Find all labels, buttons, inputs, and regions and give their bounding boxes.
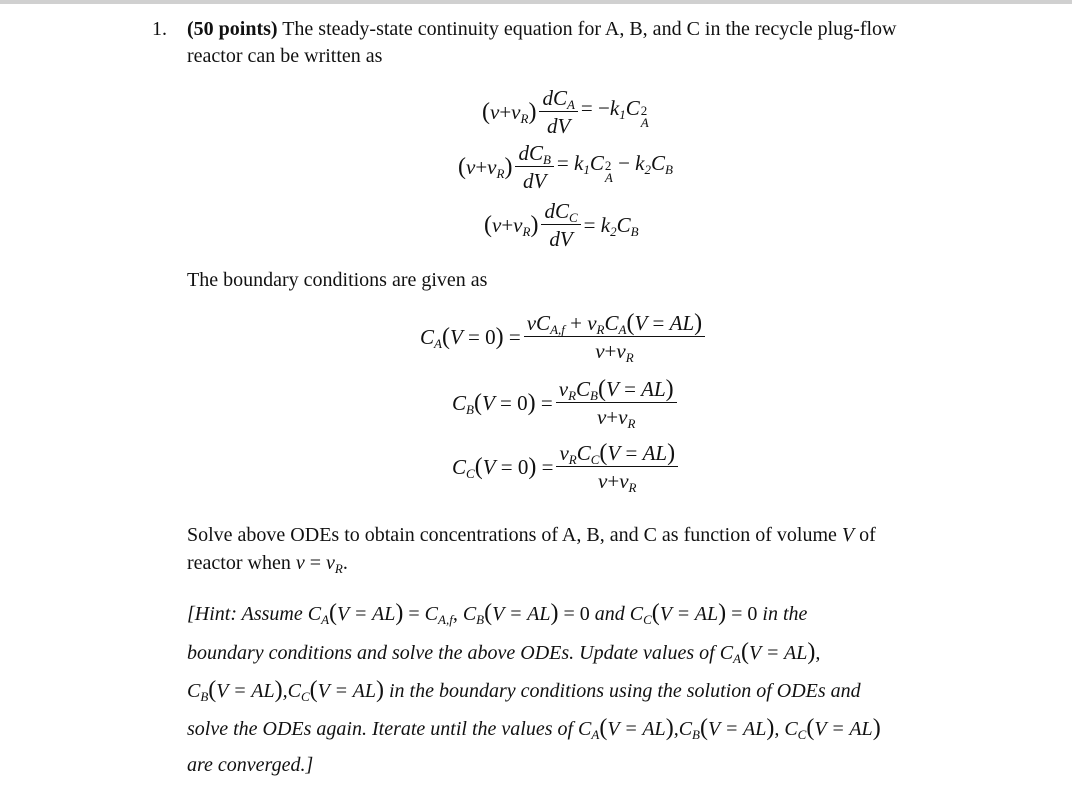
problem-number: 1. (152, 18, 167, 40)
boundary-heading: The boundary conditions are given as (187, 269, 488, 291)
hint-text-1: [Hint: Assume (187, 603, 308, 625)
bc-b-numerator: $v_RC_B(V = AL)$ (556, 377, 677, 403)
ode-b-rhs: = $k_1C$ 2 A − $k_2C_B$ (556, 150, 673, 185)
hint-text-4: solve the ODEs again. Iterate until the values of (187, 718, 579, 740)
hint-text-2: boundary conditions and solve the above ODEs. Update values of (187, 642, 720, 664)
ode-c-rhs: = $k_2C_B$ (583, 212, 639, 239)
ode-a-denominator: dV (547, 114, 571, 138)
bc-b-lhs: $C_B(V = 0)$ = (452, 389, 553, 417)
ode-c-numerator: $dC_C$ (541, 199, 580, 225)
task-text-2: reactor when (187, 552, 296, 574)
problem-points: (50 points) (187, 18, 278, 40)
hint-line5: are converged.] (187, 754, 314, 776)
task-text-2-end: . (342, 552, 348, 574)
hint-line4: solve the ODEs again. Iterate until the values of $C_A(V = AL),C_B(V = AL)$, $C_C(V = AL)$ (187, 715, 881, 742)
ode-c (484, 199, 639, 251)
hint-and: and (589, 603, 630, 625)
task-text-1: Solve above ODEs to obtain concentrations of A, B, and C as function of volume (187, 524, 842, 546)
bc-c-numerator: $v_RC_C(V = AL)$ (556, 441, 678, 467)
problem-intro-line2: reactor can be written as (187, 45, 383, 67)
top-rule (0, 0, 1072, 4)
ode-a-lhs: $(v+v_R)$ (482, 98, 537, 126)
hint-line3: $C_B(V = AL),C_C(V = AL)$ in the boundary conditions using the solution of ODEs and (187, 677, 861, 704)
problem-intro-line1 (187, 16, 897, 43)
ode-b-numerator: $dC_B$ (515, 141, 553, 167)
ode-a-fraction (539, 86, 577, 138)
bc-b (452, 377, 680, 429)
ode-a-numerator: $dC_A$ (539, 86, 577, 112)
bc-b-denominator: $v+v_R$ (596, 405, 636, 431)
ode-b-denominator: dV (523, 169, 547, 193)
bc-a-numerator: $vC_{A,f} + v_RC_A(V = AL)$ (524, 311, 705, 337)
ode-c-fraction (541, 199, 580, 251)
hint-line2: boundary conditions and solve the above ODEs. Update values of $C_A(V = AL)$, (187, 639, 821, 666)
ode-c-lhs: $(v+v_R)$ (484, 211, 539, 239)
bc-c-fraction (556, 441, 678, 493)
ode-b-fraction (515, 141, 553, 193)
ode-b-lhs: $(v+v_R)$ (458, 153, 513, 181)
task-condition: $v = v_R$ (295, 552, 343, 576)
bc-a-fraction (524, 311, 705, 363)
bc-c (452, 441, 681, 493)
ode-c-denominator: dV (549, 227, 573, 251)
bc-a-lhs: $C_A(V = 0)$ = (420, 323, 521, 351)
bc-b-fraction (556, 377, 677, 429)
ode-b (458, 141, 673, 193)
bc-a-denominator: $v+v_R$ (595, 339, 634, 365)
task-volume-symbol: V (841, 524, 855, 546)
task-text-1-end: of (854, 524, 876, 546)
ode-a (482, 86, 649, 138)
hint-zero-c: 0 (747, 603, 758, 625)
hint-zero-b: 0 (579, 603, 590, 625)
task-line1 (187, 522, 876, 549)
task-line2 (187, 550, 348, 577)
ode-a-rhs: = $-k_1C$ 2 A (580, 95, 649, 130)
intro-text-1: The steady-state continuity equation for A, B, and C in the recycle plug-flow (277, 18, 897, 40)
bc-c-lhs: $C_C(V = 0)$ = (452, 453, 554, 481)
hint-line1: [Hint: Assume $C_A(V = AL) = C_{A,f}$, $C_B(V = AL) = 0$ and $C_C(V = AL) = 0$ in the (187, 600, 808, 627)
hint-text-1-end: in the (757, 603, 808, 625)
bc-a (420, 311, 708, 363)
bc-c-denominator: $v+v_R$ (598, 469, 637, 495)
hint-text-3: in the boundary conditions using the solution of ODEs and (384, 680, 861, 702)
